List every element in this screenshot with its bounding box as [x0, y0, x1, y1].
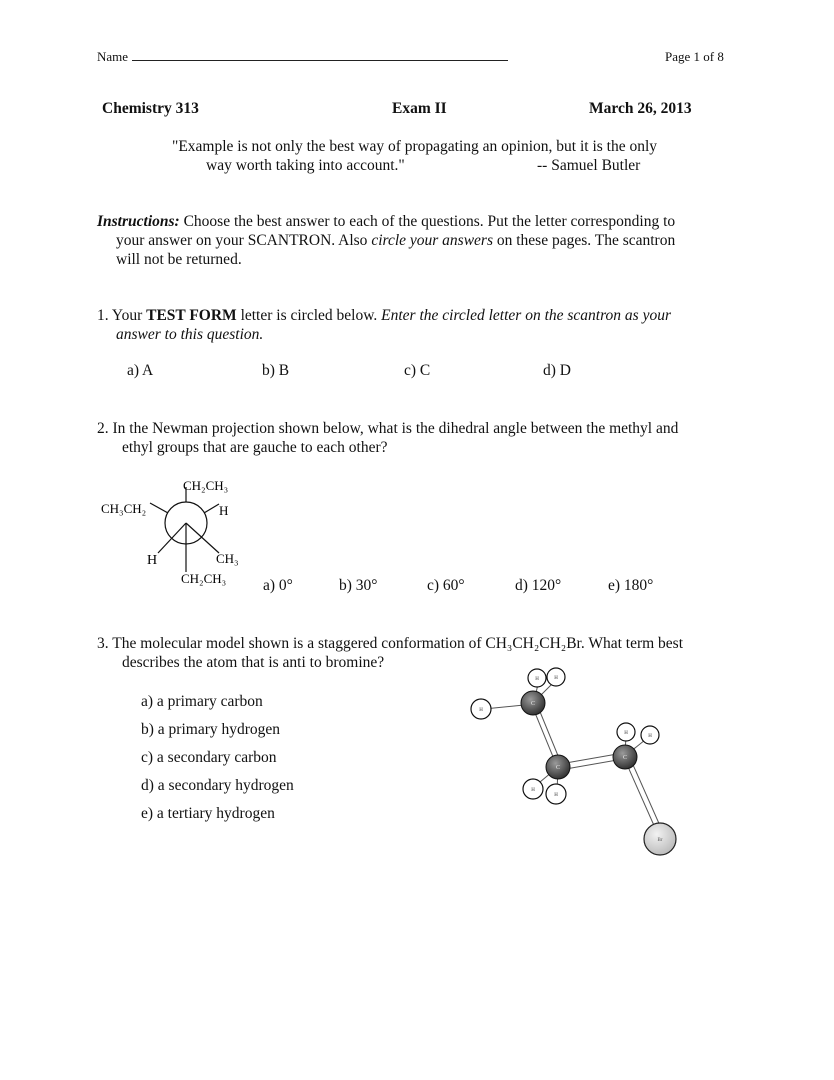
front-bond-left — [158, 523, 186, 553]
hydrogen-label: H — [554, 793, 558, 798]
instructions-label: Instructions: — [97, 213, 180, 230]
q3-line-1: 3. The molecular model shown is a staggered conformation of CH₃CH₂CH₂Br. What term best — [97, 635, 684, 652]
q1-choice-b[interactable]: b) B — [262, 362, 290, 379]
model-hydrogens — [471, 668, 659, 804]
course-title: Chemistry 313 — [102, 100, 199, 117]
hydrogen-label: H — [648, 734, 652, 739]
newman-top-group: CH₂CH₃ — [183, 478, 229, 493]
hydrogen-label: H — [531, 788, 535, 793]
q3-line-2: describes the atom that is anti to bromine? — [122, 654, 385, 671]
q2-choice-b[interactable]: b) 30° — [339, 577, 378, 594]
q2-choice-d[interactable]: d) 120° — [515, 577, 562, 594]
q3-choice-c[interactable]: c) a secondary carbon — [141, 749, 277, 766]
instructions-line-2 — [116, 231, 675, 250]
name-label: Name — [97, 49, 129, 64]
newman-left-group: CH₃CH₂ — [101, 501, 147, 516]
rear-bond-right — [204, 504, 219, 513]
exam-title: Exam II — [392, 100, 447, 117]
q1-choice-a[interactable]: a) A — [127, 362, 154, 379]
hydrogen-label: H — [479, 708, 483, 713]
instructions-text-1: Choose the best answer to each of the questions. Put the letter corresponding to — [179, 213, 676, 230]
molecular-model — [460, 660, 690, 870]
name-field — [97, 49, 508, 65]
q1-test-form: TEST FORM — [146, 307, 237, 324]
page-number: Page 1 of 8 — [665, 49, 724, 64]
instructions-emphasis: circle your answers — [371, 232, 493, 249]
carbon-label: C — [555, 765, 561, 771]
hydrogen-label: H — [554, 676, 558, 681]
q1-choice-d[interactable]: d) D — [543, 362, 571, 379]
q1-line-2: answer to this question. — [116, 326, 264, 343]
quote-line-2: way worth taking into account." — [206, 157, 405, 174]
q2-line-1: 2. In the Newman projection shown below, what is the dihedral angle between the methyl and — [97, 420, 679, 437]
newman-right-bottom-group: CH₃ — [216, 551, 239, 566]
instructions-text-2c: on these pages. The scantron — [493, 232, 676, 249]
q3-choice-d[interactable]: d) a secondary hydrogen — [141, 777, 294, 794]
hydrogen-label: H — [535, 677, 539, 682]
exam-date: March 26, 2013 — [589, 100, 692, 117]
bromine-label: Br — [657, 838, 663, 843]
hydrogen-label: H — [624, 731, 628, 736]
instructions-line-1 — [97, 212, 675, 231]
q2-choice-e[interactable]: e) 180° — [608, 577, 654, 594]
q1-mid: letter is circled below. — [236, 307, 382, 324]
newman-bottom-group: CH₂CH₃ — [181, 571, 227, 586]
q3-choice-b[interactable]: b) a primary hydrogen — [141, 721, 281, 738]
q3-choice-a[interactable]: a) a primary carbon — [141, 693, 263, 710]
q3-choice-e[interactable]: e) a tertiary hydrogen — [141, 805, 275, 822]
q1-italic-1: Enter the circled letter on the scantron as your — [381, 307, 672, 324]
front-bond-right — [186, 523, 219, 553]
rear-bond-left — [150, 503, 168, 513]
instructions-text-2a: your answer on your SCANTRON. Also — [116, 232, 372, 249]
q2-choice-c[interactable]: c) 60° — [427, 577, 465, 594]
q2-choice-a[interactable]: a) 0° — [263, 577, 293, 594]
q1-prefix: 1. Your — [97, 307, 147, 324]
q2-line-2: ethyl groups that are gauche to each other? — [122, 439, 388, 456]
carbon-label: C — [622, 755, 628, 761]
instructions-line-3: will not be returned. — [116, 251, 242, 268]
name-blank-line — [132, 50, 508, 61]
newman-projection — [95, 472, 255, 592]
carbon-label: C — [530, 701, 536, 707]
newman-right-top-group: H — [219, 503, 229, 518]
quote-author: -- Samuel Butler — [537, 157, 641, 174]
q1-line-1 — [97, 306, 671, 325]
q1-choice-c[interactable]: c) C — [404, 362, 431, 379]
newman-left-bottom-group: H — [147, 553, 158, 568]
quote-line-1: "Example is not only the best way of propagating an opinion, but it is the only — [172, 138, 658, 155]
